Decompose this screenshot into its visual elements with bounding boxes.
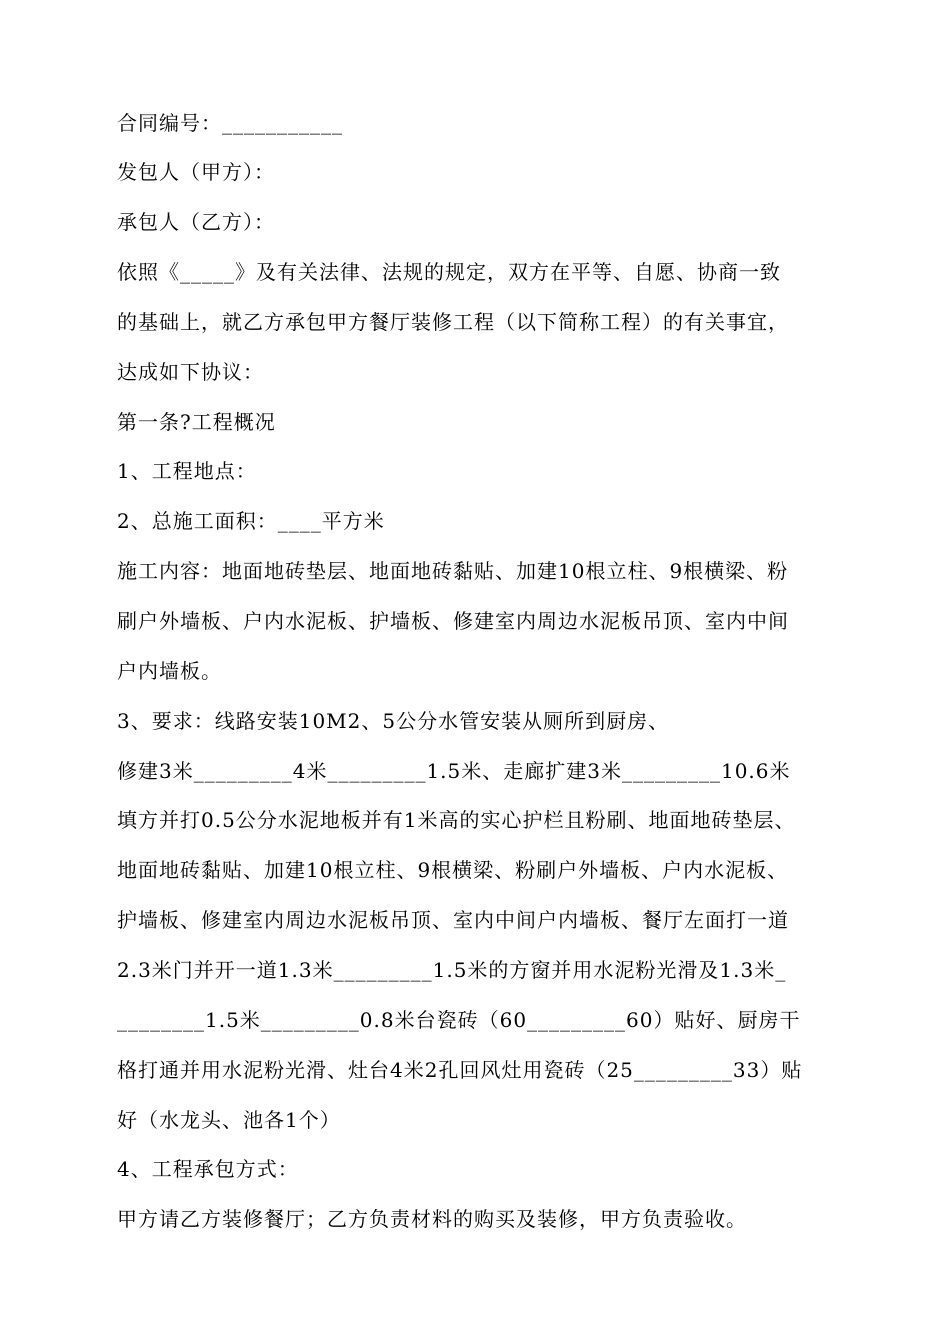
item-4-contract-method: 4、工程承包方式： [117,1157,299,1181]
item-1-location: 1、工程地点： [117,459,257,483]
requirements-line-6: 2.3米门并开一道1.3米_________1.5米的方窗并用水泥粉光滑及1.3米_ [117,958,787,982]
requirements-line-4: 地面地砖黏贴、加建10根立柱、9根横梁、粉刷户外墙板、户内水泥板、 [117,858,789,882]
scope-line-2: 刷户外墙板、户内水泥板、护墙板、修建室内周边水泥板吊顶、室内中间 [117,609,789,633]
requirements-line-3: 填方并打0.5公分水泥地板并有1米高的实心护栏且粉刷、地面地砖垫层、 [117,808,796,832]
requirements-line-5: 护墙板、修建室内周边水泥板吊顶、室内中间户内墙板、餐厅左面打一道 [117,908,789,932]
scope-line-3: 户内墙板。 [117,659,222,683]
item-2-area: 2、总施工面积：____平方米 [117,509,385,533]
contract-number-line: 合同编号：___________ [117,111,343,135]
party-b-line: 承包人（乙方）： [117,210,275,234]
requirements-line-2: 修建3米_________4米_________1.5米、走廊扩建3米_________10.6米 [117,759,791,783]
requirements-line-7: ________1.5米_________0.8米台瓷砖（60_________60）贴好、厨房干 [117,1008,801,1032]
item-3-requirements: 3、要求：线路安装10M2、5公分水管安装从厕所到厨房、 [117,709,670,733]
article-1-heading: 第一条?工程概况 [117,410,276,434]
party-a-line: 发包人（甲方）： [117,160,275,184]
preamble-line-1: 依照《_____》及有关法律、法规的规定，双方在平等、自愿、协商一致 [117,260,781,284]
scope-line-1: 施工内容：地面地砖垫层、地面地砖黏贴、加建10根立柱、9根横梁、粉 [117,559,789,583]
preamble-line-3: 达成如下协议： [117,360,264,384]
requirements-line-9: 好（水龙头、池各1个） [117,1108,341,1132]
preamble-line-2: 的基础上，就乙方承包甲方餐厅装修工程（以下简称工程）的有关事宜， [117,310,789,334]
requirements-line-8: 格打通并用水泥粉光滑、灶台4米2孔回风灶用瓷砖（25_________33）贴 [117,1058,803,1082]
contract-method-text: 甲方请乙方装修餐厅；乙方负责材料的购买及装修，甲方负责验收。 [117,1207,747,1231]
